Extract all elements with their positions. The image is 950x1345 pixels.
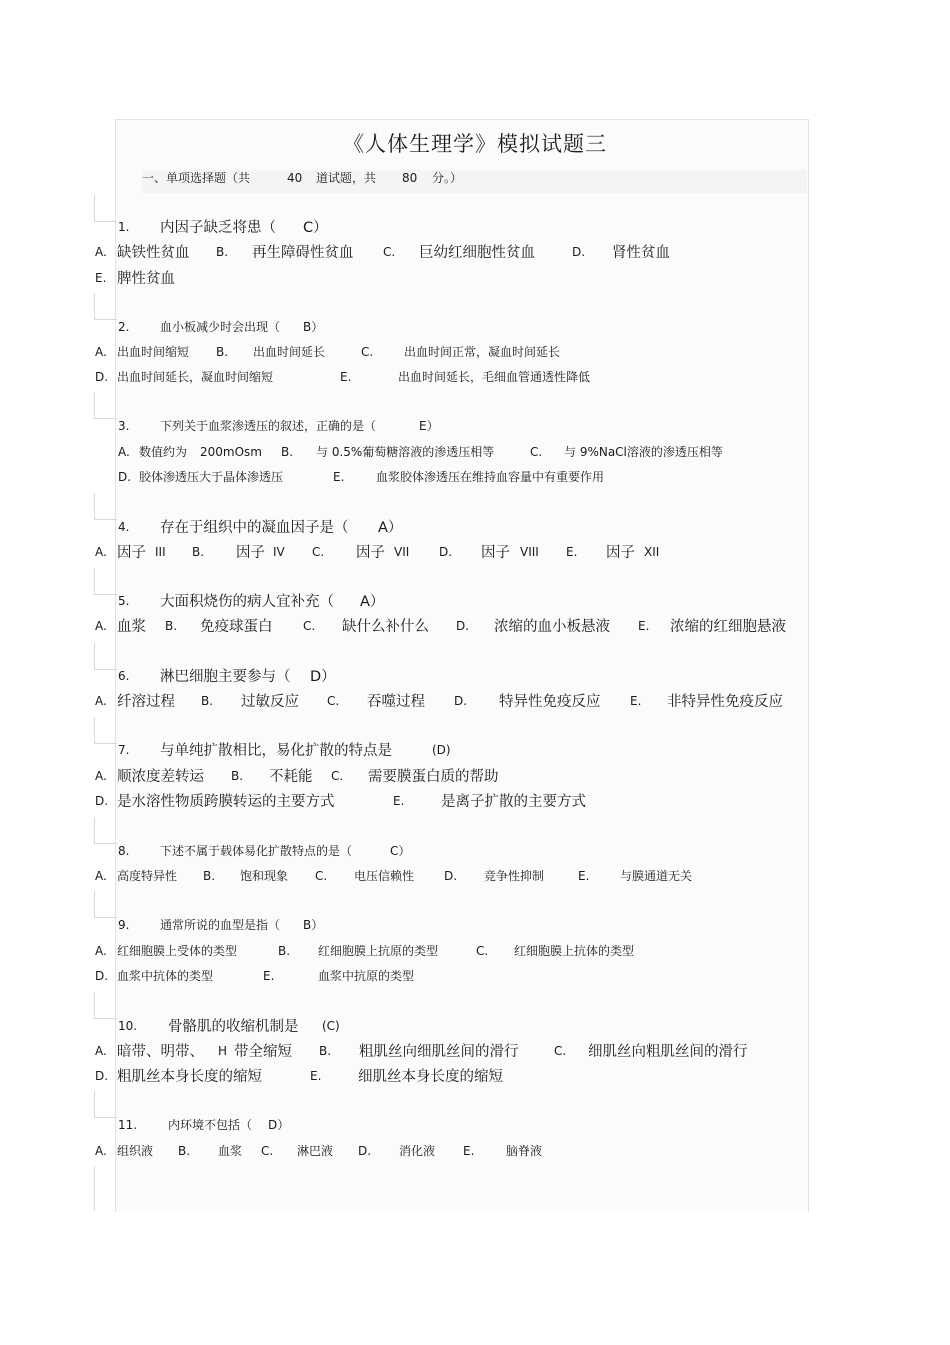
option-letter: C. — [261, 1144, 274, 1158]
option-letter: C. — [312, 545, 325, 559]
option-letter: B. — [281, 445, 294, 459]
option-letter: C. — [383, 245, 396, 259]
option-letter: B. — [278, 944, 291, 958]
option-letter: C. — [303, 619, 316, 633]
option-text: 纤溶过程 — [117, 694, 175, 710]
option-text: 红细胞膜上抗原的类型 — [318, 944, 439, 958]
option-value: VIII — [520, 545, 539, 559]
question-answer: B） — [303, 918, 324, 932]
option-text: 血浆 — [117, 619, 146, 635]
question-number: 1. — [118, 220, 130, 234]
option-letter: C. — [530, 445, 543, 459]
option-letter: A. — [118, 445, 130, 459]
option-text: 免疫球蛋白 — [200, 619, 273, 635]
option-letter: D. — [444, 869, 458, 883]
option-text: 电压信赖性 — [354, 869, 415, 883]
question-text: 血小板减少时会出现（ — [160, 320, 281, 334]
option-text: 过敏反应 — [241, 694, 299, 710]
option-value: 200mOsm — [200, 445, 262, 459]
question-answer: E） — [419, 419, 439, 433]
option-text: 出血时间延长，毛细血管通透性降低 — [398, 370, 591, 384]
option-letter: D. — [118, 470, 132, 484]
option-text: 红细胞膜上抗体的类型 — [514, 944, 635, 958]
option-text: 是水溶性物质跨膜转运的主要方式 — [117, 794, 335, 810]
section-text-2: 道试题，共 — [316, 171, 377, 185]
option-letter: D. — [572, 245, 586, 259]
option-text: 消化液 — [399, 1144, 436, 1158]
question-text: 大面积烧伤的病人宜补充（ — [160, 594, 334, 610]
option-letter: D. — [456, 619, 470, 633]
option-text: 顺浓度差转运 — [117, 769, 204, 785]
page-title: 《人体生理学》模拟试题三 — [343, 132, 607, 156]
option-text: 出血时间延长 — [253, 345, 326, 359]
margin-mark — [94, 293, 117, 320]
question-number: 5. — [118, 594, 130, 608]
option-letter: E. — [333, 470, 345, 484]
option-value: IV — [273, 545, 285, 559]
option-letter: C. — [361, 345, 374, 359]
option-text: 暗带、明带、 — [117, 1044, 204, 1060]
margin-mark — [94, 1091, 117, 1118]
question-text: 下述不属于载体易化扩散特点的是（ — [160, 844, 353, 858]
option-letter: D. — [358, 1144, 372, 1158]
margin-mark — [94, 891, 117, 918]
margin-mark — [94, 195, 117, 222]
option-text: 吞噬过程 — [367, 694, 425, 710]
option-letter: A. — [95, 869, 107, 883]
option-text: 因子 — [236, 545, 265, 561]
option-text: 需要膜蛋白质的帮助 — [368, 769, 499, 785]
option-value: III — [155, 545, 166, 559]
option-text: 粗肌丝本身长度的缩短 — [117, 1069, 262, 1085]
option-letter: A. — [95, 1044, 107, 1058]
option-value: VII — [394, 545, 410, 559]
option-text: 粗肌丝向细肌丝间的滑行 — [359, 1044, 519, 1060]
option-text: 出血时间延长，凝血时间缩短 — [117, 370, 274, 384]
option-letter: A. — [95, 245, 107, 259]
option-letter: E. — [578, 869, 590, 883]
option-text: 血浆胶体渗透压在维持血容量中有重要作用 — [376, 470, 605, 484]
question-text: 淋巴细胞主要参与（ — [160, 669, 291, 685]
option-letter: B. — [216, 245, 229, 259]
option-letter: A. — [95, 944, 107, 958]
option-letter: B. — [231, 769, 244, 783]
option-text: 因子 — [117, 545, 146, 561]
option-text: 细肌丝本身长度的缩短 — [358, 1069, 503, 1085]
option-text: 血浆中抗原的类型 — [318, 969, 415, 983]
option-letter: B. — [192, 545, 205, 559]
question-number: 7. — [118, 743, 130, 757]
option-letter: D. — [454, 694, 468, 708]
question-answer: A） — [378, 520, 403, 536]
question-text: 与单纯扩散相比，易化扩散的特点是 — [160, 743, 392, 759]
option-letter: E. — [463, 1144, 475, 1158]
option-text: 脑脊液 — [506, 1144, 543, 1158]
question-number: 2. — [118, 320, 130, 334]
option-text: 浓缩的红细胞悬液 — [670, 619, 786, 635]
section-text-1: 一、单项选择题（共 — [142, 171, 251, 185]
question-text: 内因子缺乏将患（ — [160, 220, 276, 236]
option-text: 因子 — [606, 545, 635, 561]
question-text: 下列关于血浆渗透压的叙述，正确的是（ — [160, 419, 377, 433]
option-letter: E. — [566, 545, 578, 559]
question-text: 通常所说的血型是指（ — [160, 918, 281, 932]
question-answer: D） — [310, 669, 336, 685]
question-number: 11. — [118, 1118, 138, 1132]
option-letter: E. — [263, 969, 275, 983]
option-text: 带全缩短 — [234, 1044, 292, 1060]
option-letter: D. — [95, 969, 109, 983]
section-question-count: 40 — [287, 171, 303, 185]
question-answer: B） — [303, 320, 324, 334]
option-text: 与 9%NaCl溶液的渗透压相等 — [564, 445, 723, 459]
option-text: 组织液 — [117, 1144, 154, 1158]
question-number: 4. — [118, 520, 130, 534]
option-text: 与膜通道无关 — [620, 869, 693, 883]
question-answer: (D) — [432, 743, 451, 757]
option-letter: D. — [95, 794, 109, 808]
option-text: 再生障碍性贫血 — [252, 245, 354, 261]
question-text: 骨骼肌的收缩机制是 — [168, 1019, 299, 1035]
option-text: 与 0.5%葡萄糖溶液的渗透压相等 — [316, 445, 495, 459]
option-letter: A. — [95, 545, 107, 559]
option-text: 脾性贫血 — [117, 271, 175, 287]
section-text-3: 分。） — [432, 171, 463, 185]
question-number: 3. — [118, 419, 130, 433]
margin-mark — [94, 392, 117, 419]
option-letter: E. — [340, 370, 352, 384]
option-letter: A. — [95, 769, 107, 783]
option-text: 血浆中抗体的类型 — [117, 969, 214, 983]
question-answer: C） — [303, 220, 328, 236]
question-answer: A） — [360, 594, 385, 610]
option-letter: B. — [319, 1044, 332, 1058]
option-value: H — [218, 1044, 228, 1058]
question-number: 10. — [118, 1019, 138, 1033]
option-text: 淋巴液 — [297, 1144, 334, 1158]
option-letter: E. — [393, 794, 405, 808]
option-letter: A. — [95, 694, 107, 708]
option-letter: B. — [201, 694, 214, 708]
question-answer: (C) — [322, 1019, 340, 1033]
option-letter: E. — [95, 271, 107, 285]
option-text: 高度特异性 — [117, 869, 178, 883]
option-text: 巨幼红细胞性贫血 — [419, 245, 535, 261]
question-text: 存在于组织中的凝血因子是（ — [160, 520, 349, 536]
option-text: 浓缩的血小板悬液 — [494, 619, 610, 635]
option-text: 出血时间正常，凝血时间延长 — [404, 345, 561, 359]
section-total-score: 80 — [402, 171, 418, 185]
margin-mark — [94, 717, 117, 744]
option-letter: B. — [216, 345, 229, 359]
option-text: 因子 — [481, 545, 510, 561]
option-letter: E. — [630, 694, 642, 708]
option-letter: C. — [554, 1044, 567, 1058]
option-letter: D. — [95, 1069, 109, 1083]
option-letter: A. — [95, 619, 107, 633]
option-text: 血浆 — [218, 1144, 243, 1158]
option-letter: B. — [165, 619, 178, 633]
margin-mark — [94, 817, 117, 844]
option-value: XII — [644, 545, 660, 559]
margin-mark — [94, 493, 117, 520]
option-text: 不耗能 — [269, 769, 313, 785]
margin-mark — [94, 992, 117, 1019]
question-number: 8. — [118, 844, 130, 858]
question-text: 内环境不包括（ — [168, 1118, 253, 1132]
option-text: 缺什么补什么 — [342, 619, 429, 635]
option-letter: B. — [203, 869, 216, 883]
option-letter: D. — [439, 545, 453, 559]
option-letter: E. — [638, 619, 650, 633]
option-text: 细肌丝向粗肌丝间的滑行 — [588, 1044, 748, 1060]
option-text: 缺铁性贫血 — [117, 245, 190, 261]
option-text: 是离子扩散的主要方式 — [441, 794, 586, 810]
option-letter: B. — [178, 1144, 191, 1158]
option-letter: C. — [331, 769, 344, 783]
option-text: 非特异性免疫反应 — [667, 694, 783, 710]
option-letter: A. — [95, 1144, 107, 1158]
option-letter: C. — [327, 694, 340, 708]
option-letter: C. — [476, 944, 489, 958]
option-letter: E. — [310, 1069, 322, 1083]
option-text: 竞争性抑制 — [484, 869, 545, 883]
question-number: 6. — [118, 669, 130, 683]
option-text: 肾性贫血 — [612, 245, 670, 261]
option-letter: C. — [315, 869, 328, 883]
option-letter: D. — [95, 370, 109, 384]
section-header — [142, 170, 807, 193]
question-answer: D） — [268, 1118, 290, 1132]
question-number: 9. — [118, 918, 130, 932]
option-text: 特异性免疫反应 — [499, 694, 601, 710]
margin-mark — [94, 1166, 117, 1211]
margin-mark — [94, 643, 117, 670]
option-text: 出血时间缩短 — [117, 345, 190, 359]
option-text: 胶体渗透压大于晶体渗透压 — [139, 470, 284, 484]
option-text: 因子 — [356, 545, 385, 561]
question-answer: C） — [390, 844, 411, 858]
option-text: 饱和现象 — [240, 869, 289, 883]
margin-mark — [94, 568, 117, 595]
option-text: 红细胞膜上受体的类型 — [117, 944, 238, 958]
option-text: 数值约为 — [139, 445, 188, 459]
option-letter: A. — [95, 345, 107, 359]
